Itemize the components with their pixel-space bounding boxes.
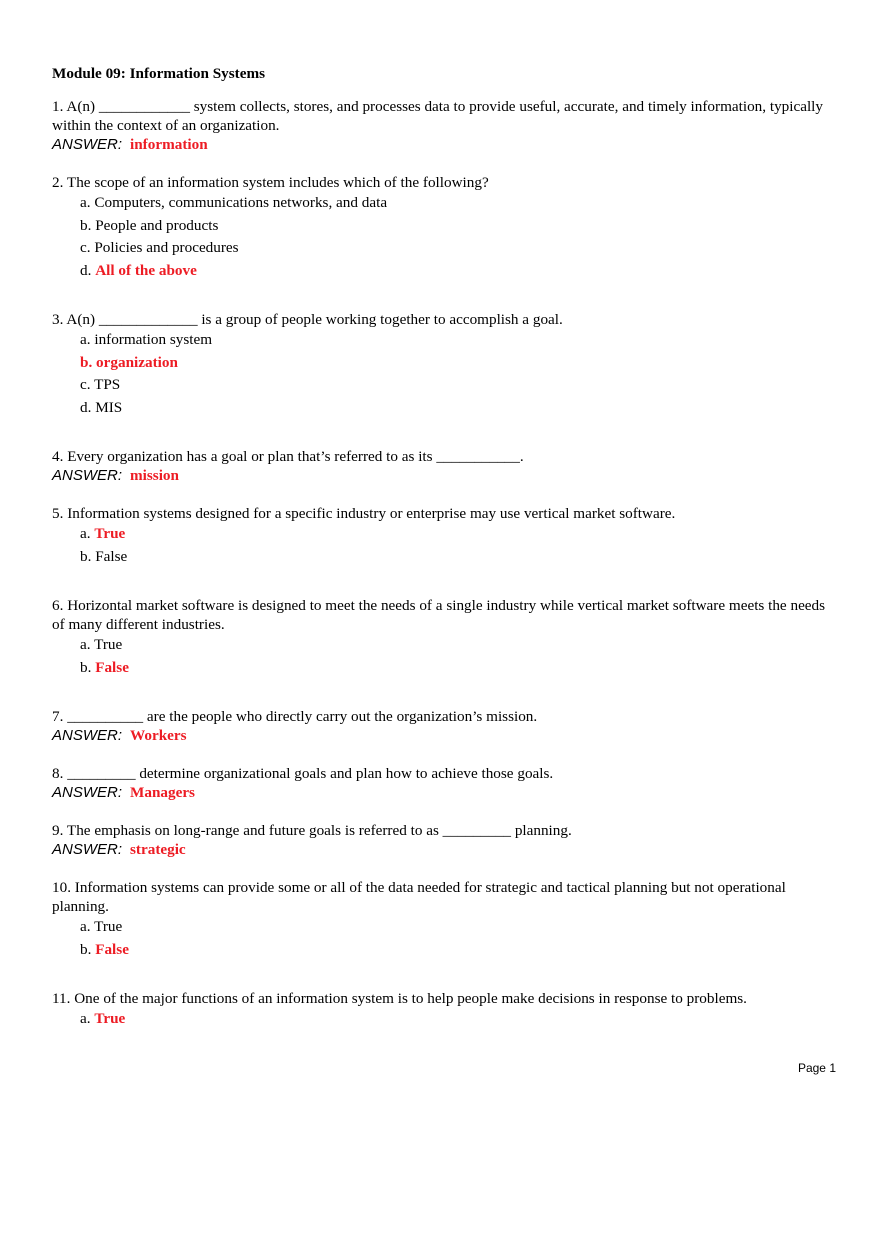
option-text: True — [94, 525, 126, 542]
option-list — [52, 329, 832, 419]
answer-line — [52, 783, 832, 803]
answer-value: Workers — [130, 727, 187, 744]
answer-line — [52, 840, 832, 860]
question-2 — [52, 173, 832, 282]
question-6 — [52, 596, 832, 679]
option-text: True — [94, 636, 123, 653]
answer-label: ANSWER: — [52, 784, 123, 801]
question-text: 10. Information systems can provide some or all of the data needed for strategic and tactical planning but not operational planning. — [52, 879, 786, 915]
option-letter: b. — [80, 547, 92, 565]
answer-label: ANSWER: — [52, 727, 123, 744]
answer-line — [52, 726, 832, 746]
option-letter: b. — [80, 940, 92, 958]
option-letter: d. — [80, 261, 92, 279]
option-letter: a. — [80, 331, 91, 348]
question-11 — [52, 989, 832, 1031]
option-letter: a. — [80, 525, 91, 542]
question-text: 2. The scope of an information system includes which of the following? — [52, 174, 489, 191]
option-text: True — [94, 918, 123, 935]
option-a — [52, 916, 832, 939]
option-d — [52, 397, 832, 420]
option-list — [52, 192, 832, 282]
option-b — [52, 215, 832, 238]
option-d-correct — [52, 260, 832, 283]
question-8 — [52, 764, 832, 803]
option-text: Computers, communications networks, and data — [94, 194, 388, 211]
option-c — [52, 374, 832, 397]
option-text: organization — [96, 353, 178, 371]
question-1 — [52, 97, 832, 155]
option-letter: d. — [80, 398, 92, 416]
option-text: MIS — [95, 398, 123, 416]
option-a — [52, 192, 832, 215]
option-list — [52, 1008, 832, 1031]
answer-value: strategic — [130, 841, 186, 858]
option-letter: c. — [80, 376, 91, 393]
option-c — [52, 237, 832, 260]
option-letter: b. — [80, 353, 93, 371]
option-letter: a. — [80, 194, 91, 211]
question-text: 11. One of the major functions of an information system is to help people make decisions in response to problems. — [52, 990, 747, 1007]
module-title: Module 09: Information Systems — [52, 65, 266, 82]
option-a — [52, 329, 832, 352]
option-a — [52, 634, 832, 657]
option-list — [52, 634, 832, 679]
answer-value: Managers — [130, 784, 195, 801]
option-list — [52, 916, 832, 961]
option-letter: b. — [80, 658, 92, 676]
option-text: False — [95, 658, 129, 676]
question-9 — [52, 821, 832, 860]
answer-value: mission — [130, 467, 179, 484]
option-b-correct — [52, 657, 832, 680]
option-text: False — [95, 940, 129, 958]
document-page — [52, 64, 832, 1049]
option-letter: a. — [80, 918, 91, 935]
option-letter: b. — [80, 216, 92, 234]
question-text: 8. _________ determine organizational goals and plan how to achieve those goals. — [52, 765, 554, 782]
option-list — [52, 523, 832, 568]
question-10 — [52, 878, 832, 961]
option-text: information system — [94, 331, 213, 348]
option-a-correct — [52, 523, 832, 546]
option-text: People and products — [95, 216, 219, 234]
question-7 — [52, 707, 832, 746]
option-text: TPS — [94, 376, 121, 393]
question-5 — [52, 504, 832, 568]
answer-label: ANSWER: — [52, 841, 123, 858]
question-text: 9. The emphasis on long-range and future goals is referred to as _________ planning. — [52, 822, 572, 839]
answer-label: ANSWER: — [52, 467, 123, 484]
answer-label: ANSWER: — [52, 136, 123, 153]
answer-line — [52, 135, 832, 155]
question-text: 6. Horizontal market software is designed to meet the needs of a single industry while vertical market software meets the needs of many different industries. — [52, 597, 826, 633]
page-number: Page 1 — [797, 1061, 836, 1075]
option-text: True — [94, 1010, 126, 1027]
option-text: False — [95, 547, 128, 565]
option-letter: c. — [80, 239, 91, 256]
question-text: 3. A(n) _____________ is a group of people working together to accomplish a goal. — [52, 311, 563, 328]
option-a-correct — [52, 1008, 832, 1031]
option-b — [52, 546, 832, 569]
answer-value: information — [130, 136, 208, 153]
question-text: 1. A(n) ____________ system collects, stores, and processes data to provide useful, accurate, and timely information, typically within the context of an organization. — [52, 98, 823, 134]
answer-line — [52, 466, 832, 486]
option-text: All of the above — [95, 261, 197, 279]
option-text: Policies and procedures — [94, 239, 239, 256]
question-3 — [52, 310, 832, 419]
option-b-correct — [52, 939, 832, 962]
question-text: 5. Information systems designed for a specific industry or enterprise may use vertical market software. — [52, 505, 676, 522]
question-4 — [52, 447, 832, 486]
option-letter: a. — [80, 1010, 91, 1027]
question-text: 4. Every organization has a goal or plan that’s referred to as its ___________. — [52, 448, 524, 465]
option-b-correct — [52, 352, 832, 375]
option-letter: a. — [80, 636, 91, 653]
question-text: 7. __________ are the people who directly carry out the organization’s mission. — [52, 708, 538, 725]
